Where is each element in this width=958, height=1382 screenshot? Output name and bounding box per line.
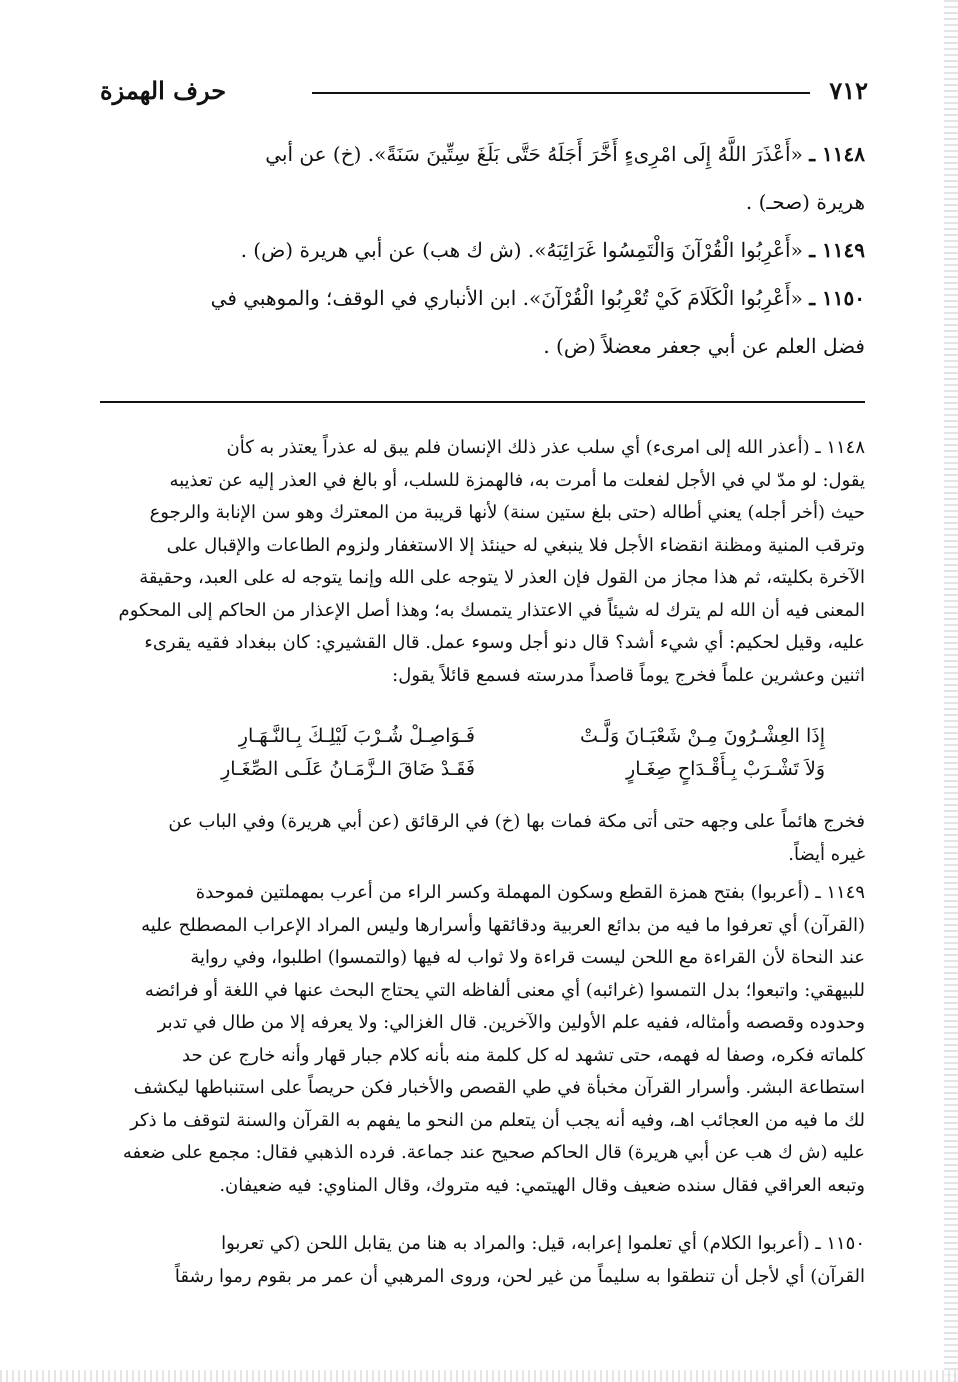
poem-hemistich: إِذَا العِشْـرُونَ مِـنْ شَعْبَـانَ وَلَّـتْ [579,725,825,747]
scan-edge-bottom [0,1370,958,1382]
commentary-line: ١١٤٩ ـ (أعربوا) بفتح همزة القطع وسكون المهملة وكسر الراء من أعرب بمهملتين فموحدة [195,882,865,903]
commentary-line: استطاعة البشر. وأسرار القرآن مخبأة في طي القصص والأخبار فكن حريصاً على استنباطها ليكشف [133,1077,865,1098]
hadith-1148: ١١٤٨ ـ «أَعْذَرَ اللَّهُ إِلَى امْرِىءٍ أَخَّرَ أَجَلَهُ حَتَّى بَلَغَ سِتِّينَ سَنَةً». (خ) عن أبي [265,142,865,166]
commentary-line: حيث (أخر أجله) يعني أطاله (حتى بلغ ستين سنة) لأنها قريبة من المعترك وهو سن الإنابة والرجوع [149,502,865,523]
chapter-title: حرف الهمزة [100,76,227,105]
commentary-line: وتبعه العراقي فقال سنده ضعيف وقال الهيتمي: فيه متروك، وقال المناوي: فيه ضعيفان. [219,1174,865,1196]
commentary-line: (القرآن) أي تعرفوا ما فيه من بدائع العربية ودقائقها وأسرارها وليس المراد الإعراب المصطلح عليه [141,914,865,936]
commentary-line: القرآن) أي لأجل أن تنطقوا به سليماً من غير لحن، وروى المرهبي أن عمر مر بقوم رموا رشقاً [174,1265,865,1287]
poem-hemistich: فَقَـدْ ضَاقَ الـزَّمَـانُ عَلَـى الصِّغَـارِ [221,758,475,780]
commentary-line: عند النحاة لأن القراءة مع اللحن ليست قراءة ولا ثواب له فيها (والتمسوا) اطلبوا، وفي رواية [190,947,865,968]
commentary-line: الآخرة بكليته، ثم هذا مجاز من القول فإن العذر لا يتوجه على الله وإنما يتوجه له على العبد، وحقيقة [139,567,865,588]
commentary-part-3 [100,877,865,1202]
header-rule [312,92,810,94]
commentary-line: يقول: لو مدّ لي في الأجل لفعلت ما أمرت به، فالهمزة للسلب، أو بالغ في العذر إليه عن تعذيبه [169,469,865,491]
poem-verse [145,758,825,788]
hadith-1150-cont: فضل العلم عن أبي جعفر معضلاً (ض) . [543,334,865,358]
commentary-part-4 [100,1228,865,1293]
hadith-1148-cont: هريرة (صحـ) . [745,190,865,214]
poem-verse [145,725,825,755]
commentary-line: وحدوده وقصصه وأمثاله، ففيه علم الأولين والآخرين. قال الغزالي: ولا يعرفه إلا من طال في تدبر [157,1012,865,1033]
commentary-line: ١١٤٨ ـ (أعذر الله إلى امرىء) أي سلب عذر ذلك الإنسان فلم يبق له عذراً يعتذر به كأن [226,437,865,458]
commentary-line: اثنين وعشرين علماً فخرج يوماً قاصداً مدرسته فسمع قائلاً يقول: [392,664,865,686]
section-separator [100,401,865,403]
commentary-line: غيره أيضاً. [788,843,865,865]
commentary-line: عليه، وقيل لحكيم: أي شيء أشد؟ قال دنو أجل وسوء عمل. قال القشيري: كان ببغداد فقيه يقرىء [144,632,865,653]
page-number: ٧١٢ [829,76,868,105]
commentary-line: فخرج هائماً على وجهه حتى أتى مكة فمات بها (خ) في الرقائق (عن أبي هريرة) وفي الباب عن [168,811,865,832]
commentary-line: وترقب المنية ومظنة انقضاء الأجل فلا ينبغي له حينئذ إلا الاستغفار ولزوم الطاعات والإقبال على [166,534,865,556]
commentary-line: عليه (ش ك هب عن أبي هريرة) قال الحاكم صحيح عند جماعة. فرده الذهبي فقال: مجمع على ضعفه [122,1142,865,1163]
commentary-part-1 [100,432,865,692]
poem-verses [145,725,825,791]
commentary-part-2 [100,806,865,871]
scan-edge-right [944,0,958,1382]
commentary-line: للبيهقي: واتبعوا؛ بدل التمسوا (غرائبه) أي معنى ألفاظه التي يحتاج البحث عنها في اللغة أو فرائضه [144,979,865,1001]
page-header [100,70,868,110]
hadith-text-section [100,130,865,370]
hadith-1150: ١١٥٠ ـ «أَعْرِبُوا الْكَلَامَ كَيْ تُعْرِبُوا الْقُرْآنَ». ابن الأنباري في الوقف؛ والموهبي في [210,286,865,310]
commentary-line: كلماته فكره، وصفا له فهمه، حتى تشهد له كل كلمة منه بأنه كلام جبار قهار وأنه خارج عن حد [182,1044,865,1066]
commentary-line: لك ما فيه من العجائب اهـ، وفيه أنه يجب أن يتعلم من النحو ما يفهم به القرآن والسنة لتوقف ما ذكر [130,1109,865,1131]
poem-hemistich: فَـوَاصِـلْ شُـرْبَ لَيْلِـكَ بِـالنَّـهَـارِ [238,725,475,747]
poem-hemistich: وَلاَ تَشْـرَبْ بِـأَقْـدَاحٍ صِغَـارٍ [626,758,825,780]
commentary-line: ١١٥٠ ـ (أعربوا الكلام) أي تعلموا إعرابه، قيل: والمراد به هنا من يقابل اللحن (كي تعربوا [221,1233,865,1254]
commentary-line: المعنى فيه أن الله لم يترك له شيئاً في الاعتذار يتمسك به؛ وهذا أصل الإعذار من الحاكم إلى المحكوم [118,599,865,621]
hadith-1149: ١١٤٩ ـ «أَعْرِبُوا الْقُرْآنَ وَالْتَمِسُوا غَرَائِبَهُ». (ش ك هب) عن أبي هريرة (ض) . [240,238,865,262]
